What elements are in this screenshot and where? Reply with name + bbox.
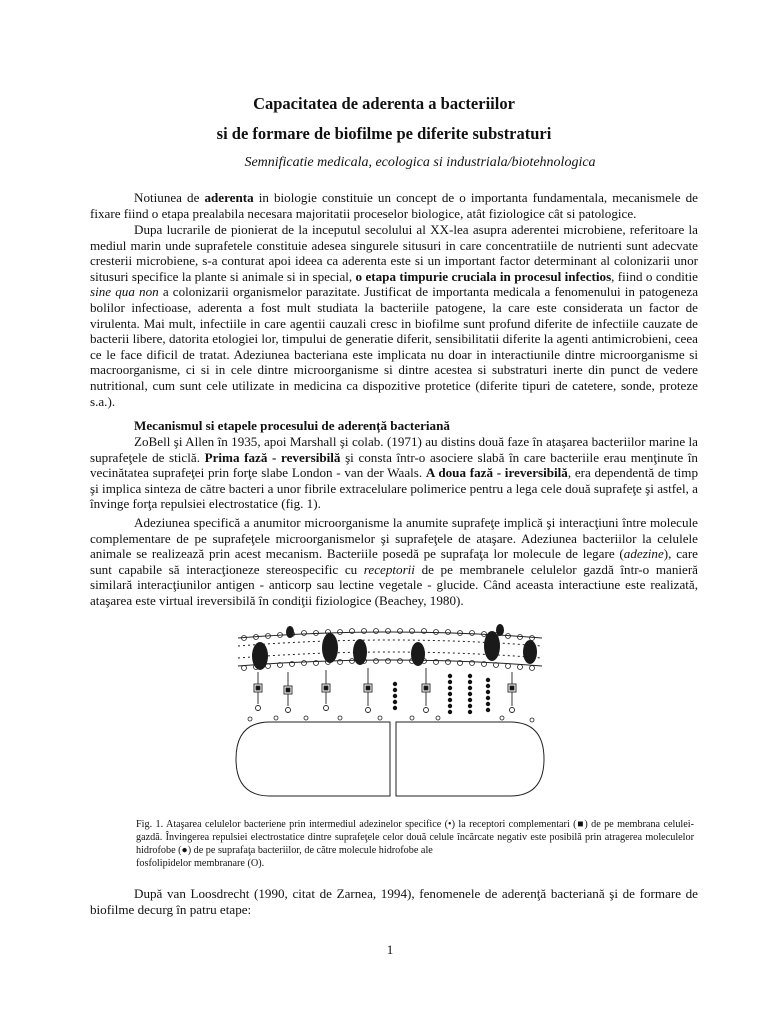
hydrophobic-chains: [393, 674, 490, 714]
subtitle: Semnificatie medicala, ecologica si industriala/biotehnologica: [244, 155, 596, 170]
figure-1-caption: Fig. 1. Ataşarea celulelor bacteriene prin intermediul adezinelor specifice (•) la receptori complementari (■) de pe membrana celulei-gazdă. Învingerea repulsiei electrostatice dintre suprafeţele celor două celule încărcate negativ este posibilă prin atragerea moleculelor hidrofobe (●) de pe suprafaţa bacteriilor, de către molecule hidrofobe ale fosfolipidelor membranare (O).: [136, 819, 694, 869]
paragraph-4: Adeziunea specifică a anumitor microorganisme la anumite suprafeţe implică şi interacţiuni între molecule complementare de pe suprafeţele microorganismelor şi suprafeţele de ataşare. Adeziunea bacteriilor la celulele animale se realizează prin acest mecanism. Bacteriile posedă pe suprafaţa lor molecule de legare (adezine), care sunt capabile să interacţioneze stereospecific cu receptorii de pe membranele celulelor gazdă într-o manieră similară interacţiunilor antigen - anticorp sau lectine vegetale - glucide. Când aceasta interactiune este realizată, ataşarea este virtual ireversibilă în condiţii fiziologice (Beachey, 1980).: [90, 515, 698, 608]
bacterial-surface-marks: [248, 716, 534, 722]
bacterial-cells: [236, 722, 544, 796]
page-number: 1: [386, 942, 394, 957]
paragraph-3: ZoBell şi Allen în 1935, apoi Marshall şi colab. (1971) au distins două faze în ataşarea bacteriilor marine la suprafeţele de sticlă. Prima fază - reversibilă şi consta într-o asociere slabă în care bacteriile erau menţinute în vecinătatea suprafeţei prin forţe slabe London - van der Waals. A doua fază - ireversibilă, era dependentă de timp şi implica sinteza de către bacteri a unor fibrile extracelulare polimerice pentru a lega cele două suprafeţe şi astfel, a învinge forţa repulsiei electrostatice (fig. 1).: [90, 434, 698, 512]
title-line-1: Capacitatea de aderenta a bacteriilor: [253, 94, 515, 113]
adhesin-receptor-pairs: [254, 668, 516, 713]
paragraph-2: Dupa lucrarile de pionierat de la inceputul secolului al XX-lea asupra aderentei microbiene, referitoare la mediul marin unde suprafetele constituie adesea singurele situsuri in care concentratiile de nutrienti sunt adecvate cresterii microbiene, s-a conturat apoi ideea ca aderenta este si un important factor determinant al colonizarii unor situsuri specifice la plante si animale si in special, o etapa timpurie cruciala in procesul infectios, fiind o conditie sine qua non a colonizarii organismelor parazitate. Justificat de importanta medicala a fenomenului in patogeneza bolilor infectioase, aderenta a fost mult studiata la bacteriile patogene, la care este considerata un factor de virulenta. Mai mult, infectiile in care agentii cauzali cresc in biofilme sunt profund diferite de infectiile cauzate de bacterii libere, datorita etologiei lor, timpului de generatie diferit, sensibilitatii diferite la agenti antimicrobieni, ceea ce le face dificil de tratat. Adeziunea bacteriana este implicata nu doar in interactiunile dintre microorganisme si macroorganisme, ci si in cele dintre microorganisme si dintre acestea si substraturi inerte din punct de vedere nutritional, cum sunt cele utilizate in medicina ca dispozitive protetice (diferite tipuri de catetere, sonde, proteze s.a.).: [90, 222, 699, 409]
paragraph-1: Notiunea de aderenta in biologie constituie un concept de o importanta fundamentala, mecanismele de fixare fiind o etapa prealabila necesara majoritatii proceselor biologice, atât fiziologice cât si patologice.: [90, 190, 698, 221]
title-line-2: si de formare de biofilme pe diferite substraturi: [216, 124, 552, 143]
figure-1-illustration: [230, 624, 550, 800]
paragraph-5: După van Loosdrecht (1990, citat de Zarnea, 1994), fenomenele de aderenţă bacteriană şi de formare de biofilme decurg în patru etape:: [90, 886, 698, 917]
section-heading: Mecanismul si etapele procesului de aderență bacteriană: [134, 418, 450, 433]
